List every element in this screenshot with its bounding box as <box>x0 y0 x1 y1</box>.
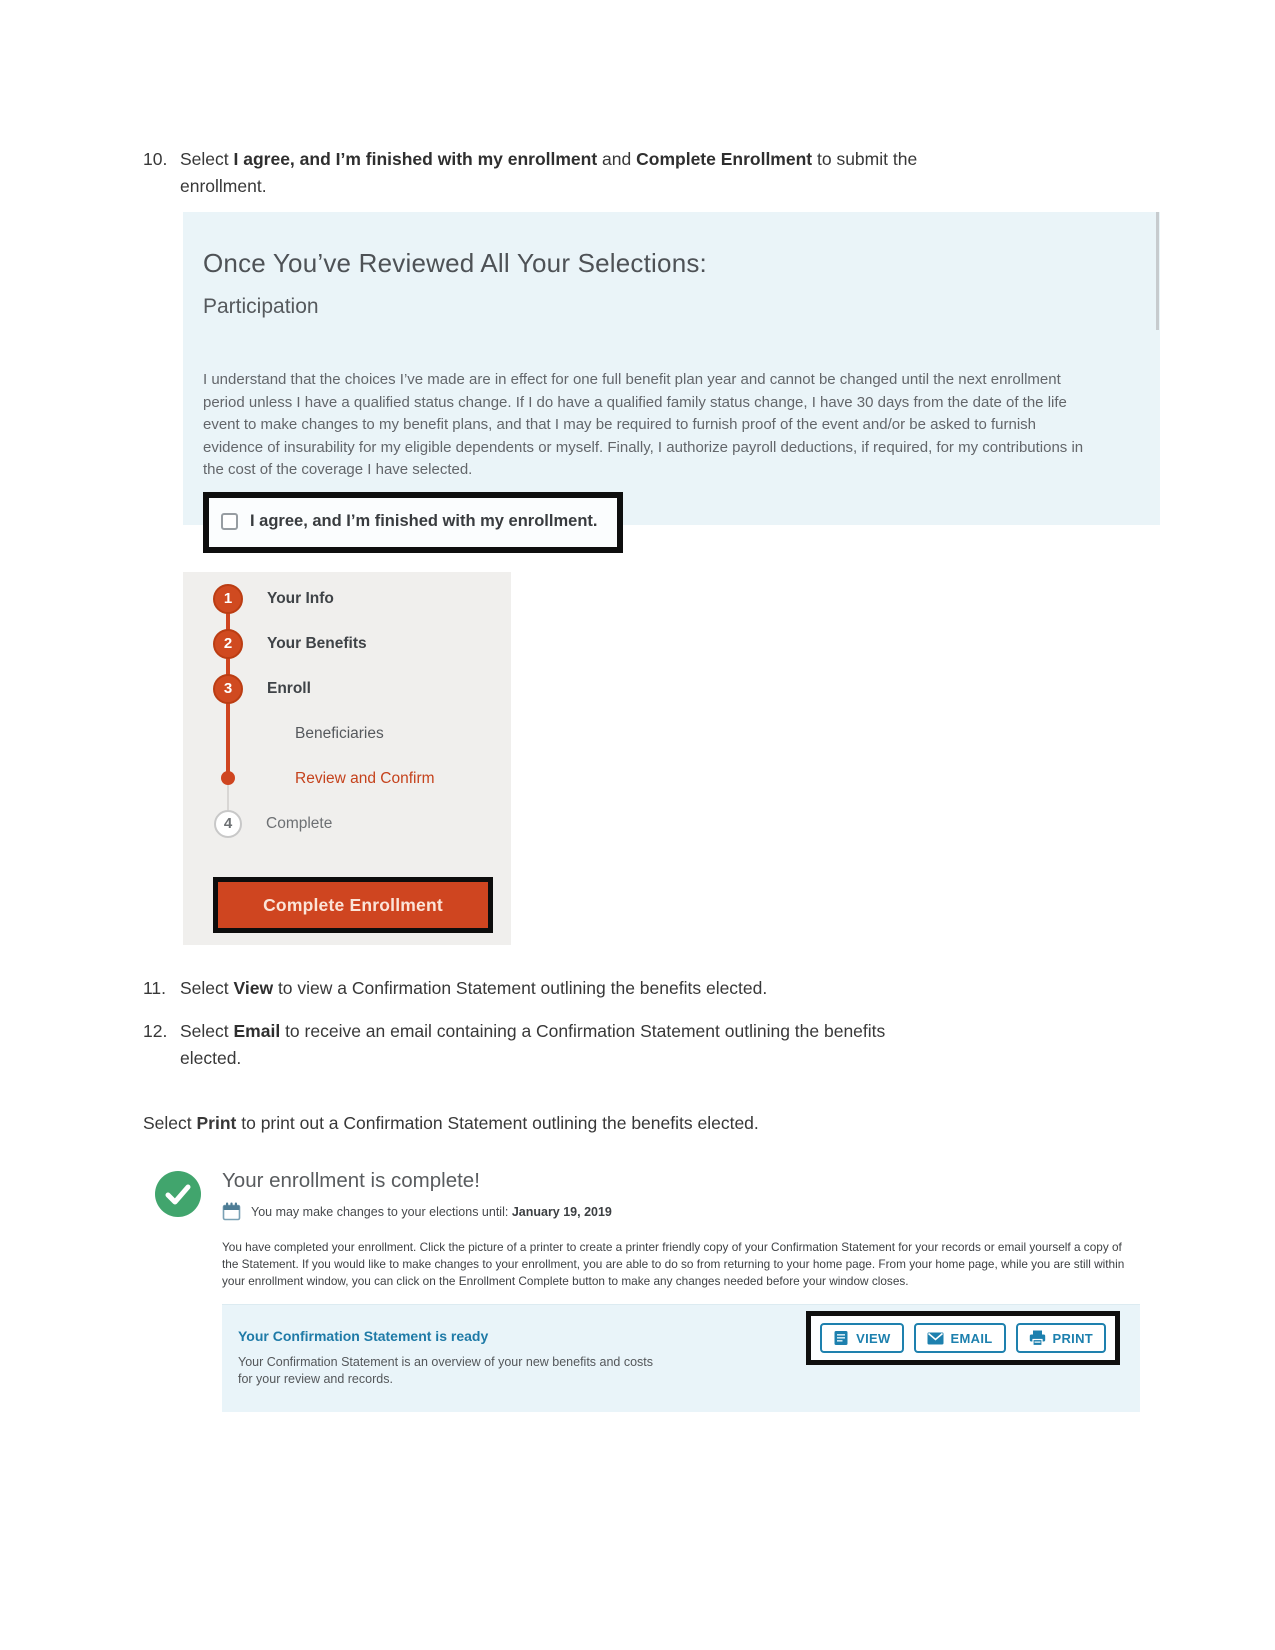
enrollment-complete-section <box>155 1169 1275 1412</box>
step-12-text: Select Email to receive an email containing a Confirmation Statement outlining the benefits elected. <box>180 1021 886 1068</box>
print-instruction: Select Print to print out a Confirmation Statement outlining the benefits elected. <box>143 1113 759 1133</box>
email-button-ref: Email <box>233 1021 281 1041</box>
statement-icon <box>833 1330 849 1346</box>
complete-enrollment-ref: Complete Enrollment <box>636 149 813 169</box>
deadline-date: January 19, 2019 <box>511 1204 612 1219</box>
statement-buttons-highlight-frame <box>806 1311 1120 1365</box>
review-selections-panel <box>183 212 1160 530</box>
complete-enrollment-highlight-frame <box>213 877 493 933</box>
stepper-step-enroll[interactable]: 3 Enroll <box>213 666 511 711</box>
step-3-badge: 3 <box>213 674 243 704</box>
statement-ready-title: Your Confirmation Statement is ready <box>238 1328 489 1344</box>
step-12-instruction <box>143 1018 1275 1072</box>
review-panel-title: Once You’ve Reviewed All Your Selections: <box>203 248 707 278</box>
view-button[interactable] <box>820 1323 903 1353</box>
step-number: 10. <box>143 149 168 169</box>
email-icon <box>927 1331 944 1346</box>
election-deadline-text: You may make changes to your elections until: January 19, 2019 <box>251 1204 612 1219</box>
step-11-instruction <box>143 975 1275 1002</box>
current-step-dot <box>221 771 235 785</box>
agree-highlight-frame <box>203 492 623 553</box>
agree-checkbox-label[interactable]: I agree, and I’m finished with my enrollment. <box>250 511 598 530</box>
enrollment-progress-panel <box>183 572 511 945</box>
participation-heading: Participation <box>203 295 319 318</box>
agree-option-ref: I agree, and I’m finished with my enrollment <box>233 149 598 169</box>
confirmation-statement-box <box>222 1304 1140 1412</box>
green-checkmark-icon <box>155 1171 201 1217</box>
step-10-text: Select I agree, and I’m finished with my enrollment and Complete Enrollment to submit the enrollment. <box>180 149 918 196</box>
completion-body-text: You have completed your enrollment. Click the picture of a printer to create a printer friendly copy of your Confirmation Statement for your records or email yourself a copy of the Statement. If you would like to make changes to your enrollment, you are able to do so from returning to your home page. From your home page, while you are still within your enrollment window, you can click on the Enrollment Complete button to make any changes needed before your window closes. <box>222 1240 1125 1288</box>
enrollment-stepper <box>213 576 511 846</box>
election-deadline-row <box>222 1202 1140 1221</box>
print-button-label: PRINT <box>1052 1330 1093 1346</box>
email-button[interactable] <box>914 1323 1006 1353</box>
printer-icon <box>1029 1330 1046 1346</box>
stepper-step-review-and-confirm[interactable]: Review and Confirm <box>213 756 511 801</box>
stepper-step-beneficiaries[interactable]: Beneficiaries <box>295 724 384 742</box>
step-2-badge: 2 <box>213 629 243 659</box>
complete-enrollment-button[interactable]: Complete Enrollment <box>218 882 488 928</box>
scrollbar[interactable] <box>1156 212 1159 330</box>
stepper-step-complete[interactable]: 4 Complete <box>213 801 511 846</box>
statement-description: Your Confirmation Statement is an overview of your new benefits and costs for your review and records. <box>238 1355 654 1386</box>
step-number: 11. <box>143 978 167 998</box>
step-11-text: Select View to view a Confirmation Statement outlining the benefits elected. <box>180 978 768 998</box>
participation-disclaimer: I understand that the choices I’ve made are in effect for one full benefit plan year and cannot be changed until the next enrollment period unless I have a qualified status change. If I do have a qualified family status change, I have 30 days from the date of the life event to make changes to my benefit plans, and that I may be required to furnish proof of the event and/or be asked to furnish evidence of insurability for my eligible dependents or myself. Finally, I authorize payroll deductions, if required, for my contributions in the cost of the coverage I have selected. <box>203 371 1084 478</box>
step-10-instruction <box>143 146 1275 200</box>
print-button[interactable] <box>1016 1323 1107 1353</box>
stepper-step-your-benefits[interactable]: 2 Your Benefits <box>213 621 511 666</box>
completion-title: Your enrollment is complete! <box>222 1169 480 1192</box>
email-button-label: EMAIL <box>950 1330 993 1346</box>
view-button-ref: View <box>233 978 274 998</box>
view-button-label: VIEW <box>856 1330 891 1346</box>
completion-content <box>222 1169 1140 1412</box>
step-4-badge: 4 <box>214 810 242 838</box>
calendar-icon <box>222 1202 241 1221</box>
agree-checkbox[interactable] <box>221 513 238 530</box>
print-button-ref: Print <box>196 1113 237 1133</box>
step-1-badge: 1 <box>213 584 243 614</box>
stepper-step-your-info[interactable]: 1 Your Info <box>213 576 511 621</box>
step-number: 12. <box>143 1021 168 1041</box>
